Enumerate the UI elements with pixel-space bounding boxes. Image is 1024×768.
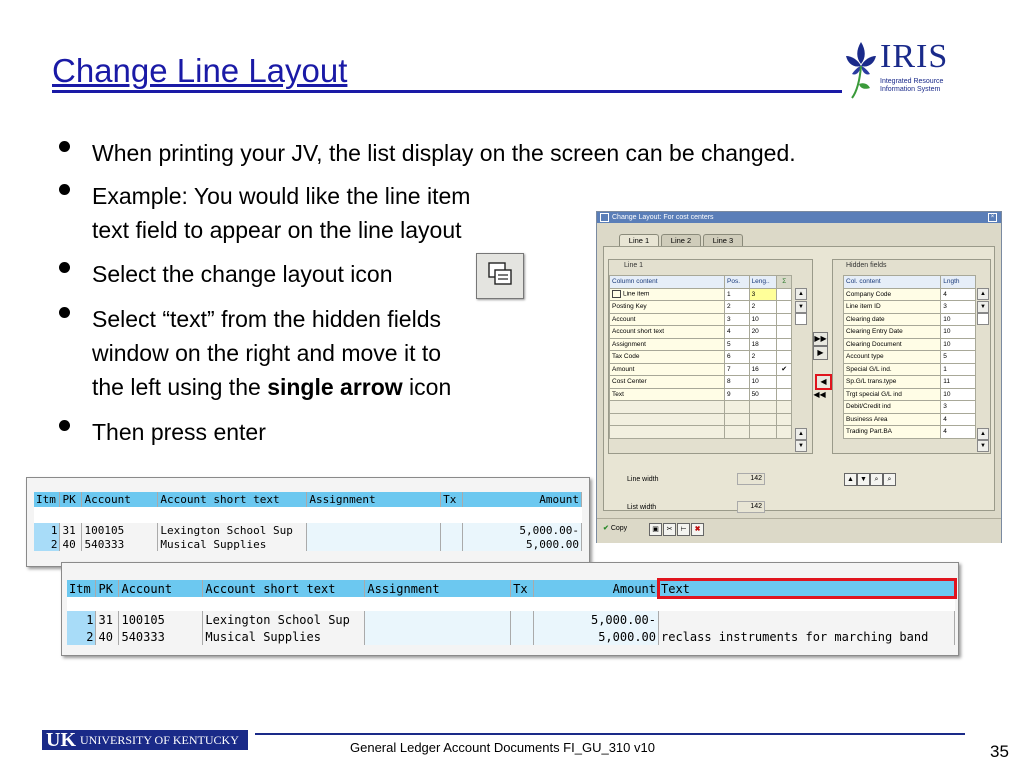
move-all-right-icon[interactable]: ▶▶ — [813, 332, 828, 346]
move-all-left-icon[interactable]: ◀◀ — [813, 390, 826, 399]
scroll-up-icon[interactable]: ▲ — [795, 288, 807, 300]
title-underline — [52, 90, 842, 93]
cell: 5,000.00 — [534, 628, 659, 645]
cell: 4 — [941, 413, 976, 426]
cell: 10 — [749, 376, 777, 389]
cell: 10 — [941, 326, 976, 339]
cell: Trading Part.BA — [844, 426, 941, 439]
tab-line-1[interactable]: Line 1 — [619, 234, 659, 247]
window-icon — [600, 213, 609, 222]
checkbox[interactable]: ✔ — [777, 363, 792, 376]
cell: 1 — [941, 363, 976, 376]
col-header: Account — [82, 492, 158, 507]
table-row[interactable] — [610, 313, 792, 326]
bullet-4-line1: Select “text” from the hidden fields — [92, 306, 441, 332]
cell: Account — [610, 313, 725, 326]
cell: 4 — [941, 426, 976, 439]
save-layout-icon[interactable]: ▣ — [649, 523, 662, 536]
scroll-down-icon[interactable]: ▼ — [795, 440, 807, 452]
col-header: Amount — [534, 580, 659, 597]
uk-logo-mark: UK — [46, 729, 76, 751]
cell — [441, 523, 463, 537]
bullet-dot — [59, 141, 70, 152]
cell: 100105 — [119, 611, 203, 628]
cell: 2 — [725, 301, 750, 314]
cell: 1 — [34, 523, 60, 537]
cell: 10 — [749, 313, 777, 326]
cell: 5,000.00 — [463, 537, 582, 551]
scroll-up-icon[interactable]: ▲ — [795, 428, 807, 440]
copy-label: Copy — [610, 525, 628, 532]
bullet-4-line3-bold: single arrow — [267, 374, 403, 400]
line-width-value: 142 — [737, 473, 765, 485]
cell: 3 — [941, 401, 976, 414]
uk-logo — [42, 730, 248, 750]
cell: 7 — [725, 363, 750, 376]
cell: 2 — [749, 301, 777, 314]
move-left-single-arrow-icon[interactable]: ◀ — [815, 374, 832, 390]
cell — [777, 376, 792, 389]
col-header: Col. content — [844, 276, 941, 289]
col-header: Assignment — [307, 492, 441, 507]
sort-descending-icon[interactable]: ▼ — [857, 473, 870, 486]
scroll-up-icon[interactable]: ▲ — [977, 288, 989, 300]
cell: 10 — [941, 388, 976, 401]
cell: 10 — [941, 313, 976, 326]
cell: Account short text — [610, 326, 725, 339]
change-layout-icon — [477, 254, 523, 298]
cell: 2 — [67, 628, 96, 645]
cell: Business Area — [844, 413, 941, 426]
cell: 10 — [941, 338, 976, 351]
cell: 4 — [725, 326, 750, 339]
table-row[interactable] — [844, 376, 976, 389]
table-row[interactable] — [67, 628, 955, 645]
iris-logo-subtitle — [880, 78, 943, 94]
cell — [511, 611, 534, 628]
line-items-list-before — [26, 477, 590, 567]
cancel-icon[interactable]: ✖ — [691, 523, 704, 536]
scroll-down-icon[interactable]: ▼ — [977, 440, 989, 452]
page-title: Change Line Layout — [52, 52, 348, 89]
table-row[interactable] — [844, 388, 976, 401]
bullet-2-line1: Example: You would like the line item — [92, 183, 471, 209]
table-row[interactable] — [610, 363, 792, 376]
table-row[interactable] — [610, 326, 792, 339]
cell — [777, 338, 792, 351]
table-row[interactable] — [844, 351, 976, 364]
cell: Posting Key — [610, 301, 725, 314]
cell: 5 — [725, 338, 750, 351]
iris-logo-sub2: Information System — [880, 86, 941, 93]
cell — [365, 611, 511, 628]
cell: Clearing date — [844, 313, 941, 326]
line-items-table-after — [67, 580, 955, 645]
col-header: Pos. — [725, 276, 750, 289]
iris-logo-sub1: Integrated Resource — [880, 78, 944, 85]
cell: Cost Center — [610, 376, 725, 389]
col-header: Itm — [67, 580, 96, 597]
line-1-panel-title: Line 1 — [624, 262, 644, 269]
cell — [511, 628, 534, 645]
col-header: PK — [96, 580, 119, 597]
header-row — [34, 492, 582, 507]
col-header: PK — [60, 492, 82, 507]
cell: Account type — [844, 351, 941, 364]
cell: Trgt special G/L ind — [844, 388, 941, 401]
table-row[interactable] — [844, 413, 976, 426]
iris-flower-icon — [842, 38, 880, 102]
tab-line-2[interactable]: Line 2 — [661, 234, 701, 247]
cell: Sp.G/L trans.type — [844, 376, 941, 389]
cell: 31 — [60, 523, 82, 537]
header-row — [67, 580, 955, 597]
cell: Line item ID — [844, 301, 941, 314]
iris-logo — [842, 38, 952, 102]
cell — [307, 523, 441, 537]
line-width-label: Line width — [627, 476, 659, 483]
table-row — [610, 426, 792, 439]
col-header: Leng.. — [749, 276, 777, 289]
cell: 40 — [96, 628, 119, 645]
bullet-5: Then press enter — [92, 419, 266, 445]
line-1-table — [609, 275, 792, 439]
table-row[interactable] — [610, 288, 792, 301]
cell: 5,000.00- — [463, 523, 582, 537]
close-icon[interactable]: × — [988, 213, 997, 222]
cell: 20 — [749, 326, 777, 339]
tab-line-3[interactable]: Line 3 — [703, 234, 743, 247]
cell: Amount — [610, 363, 725, 376]
cell: 40 — [60, 537, 82, 551]
cell: Text — [610, 388, 725, 401]
table-row — [610, 401, 792, 414]
bullet-2-line2: text field to appear on the line layout — [92, 217, 462, 243]
col-header: Lngth — [941, 276, 976, 289]
footer-rule — [255, 733, 965, 735]
hidden-fields-title: Hidden fields — [846, 262, 887, 269]
col-header: Amount — [463, 492, 582, 507]
cell: 540333 — [119, 628, 203, 645]
uk-logo-text: UNIVERSITY OF KENTUCKY — [80, 733, 239, 747]
cell: Line item — [623, 290, 650, 298]
cell: 3 — [941, 301, 976, 314]
table-row[interactable] — [610, 376, 792, 389]
bullet-4-line3 — [92, 370, 451, 404]
bullet-4-line3-pre: the left using the — [92, 374, 268, 400]
cell: Tax Code — [610, 351, 725, 364]
table-row[interactable] — [844, 313, 976, 326]
dialog-title: Change Layout: For cost centers — [612, 214, 714, 221]
cell: reclass instruments for marching band — [659, 628, 955, 645]
iris-logo-name: IRIS — [880, 38, 949, 75]
table-row[interactable] — [610, 301, 792, 314]
copy-button[interactable] — [603, 523, 627, 535]
cell: 1 — [67, 611, 96, 628]
cell — [365, 628, 511, 645]
cell: Lexington School Sup — [158, 523, 307, 537]
cell: Clearing Entry Date — [844, 326, 941, 339]
table-row[interactable] — [844, 401, 976, 414]
col-header: Tx — [511, 580, 534, 597]
list-width-label: List width — [627, 504, 657, 511]
cell: 4 — [941, 288, 976, 301]
cell: 2 — [749, 351, 777, 364]
table-row[interactable] — [844, 326, 976, 339]
change-layout-button[interactable] — [476, 253, 524, 299]
cell — [777, 326, 792, 339]
footer-doc-title: General Ledger Account Documents FI_GU_310 v10 — [350, 740, 655, 755]
table-row[interactable] — [34, 523, 582, 537]
col-header-text-highlighted: Text — [659, 580, 955, 597]
check-icon: ✔ — [603, 525, 609, 532]
col-header: Tx — [441, 492, 463, 507]
hidden-fields-table — [843, 275, 976, 439]
cell: 5 — [941, 351, 976, 364]
line-items-list-after — [61, 562, 959, 656]
col-header: Account short text — [203, 580, 365, 597]
find-next-icon[interactable]: ⌕ — [883, 473, 896, 486]
col-header: Account short text — [158, 492, 307, 507]
cell: Musical Supplies — [158, 537, 307, 551]
table-row[interactable] — [844, 288, 976, 301]
sum-icon: Σ — [777, 276, 792, 289]
line-item-icon — [612, 290, 621, 298]
scroll-thumb[interactable] — [977, 313, 989, 325]
cell — [777, 351, 792, 364]
cut-icon[interactable]: ✂ — [663, 523, 676, 536]
page-number: 35 — [990, 742, 1009, 761]
cell — [777, 313, 792, 326]
cell: 6 — [725, 351, 750, 364]
cell — [777, 288, 792, 301]
cell: 16 — [749, 363, 777, 376]
table-row[interactable] — [610, 388, 792, 401]
col-header: Column content — [610, 276, 725, 289]
cell: 1 — [725, 288, 750, 301]
line-items-table-before — [34, 492, 582, 551]
cell: 3 — [725, 313, 750, 326]
bullet-dot — [59, 184, 70, 195]
hierarchy-icon[interactable]: ⊢ — [677, 523, 690, 536]
table-row[interactable] — [34, 537, 582, 551]
cell — [777, 388, 792, 401]
table-row[interactable] — [67, 611, 955, 628]
col-header: Assignment — [365, 580, 511, 597]
cell — [441, 537, 463, 551]
bullet-dot — [59, 307, 70, 318]
cell: Assignment — [610, 338, 725, 351]
cell: 2 — [34, 537, 60, 551]
bullet-1: When printing your JV, the list display on the screen can be changed. — [92, 140, 796, 166]
list-width-value: 142 — [737, 501, 765, 513]
cell: 8 — [725, 376, 750, 389]
scroll-up-icon[interactable]: ▲ — [977, 428, 989, 440]
cell: Special G/L ind. — [844, 363, 941, 376]
scroll-down-icon[interactable]: ▼ — [795, 301, 807, 313]
cell: 50 — [749, 388, 777, 401]
cell: 540333 — [82, 537, 158, 551]
change-layout-dialog — [596, 211, 1002, 543]
cell — [307, 537, 441, 551]
scroll-down-icon[interactable]: ▼ — [977, 301, 989, 313]
col-header: Account — [119, 580, 203, 597]
cell: 100105 — [82, 523, 158, 537]
find-icon[interactable]: ⌕ — [870, 473, 883, 486]
bullet-4-line2: window on the right and move it to — [92, 340, 442, 366]
cell — [777, 301, 792, 314]
table-row[interactable] — [844, 363, 976, 376]
cell[interactable]: 3 — [749, 288, 777, 301]
cell: 31 — [96, 611, 119, 628]
cell: 9 — [725, 388, 750, 401]
table-row[interactable] — [844, 338, 976, 351]
cell: Debit/Credit ind — [844, 401, 941, 414]
cell: 11 — [941, 376, 976, 389]
cell — [659, 611, 955, 628]
table-row — [610, 413, 792, 426]
cell: Musical Supplies — [203, 628, 365, 645]
cell: Company Code — [844, 288, 941, 301]
table-row[interactable] — [610, 338, 792, 351]
cell: 5,000.00- — [534, 611, 659, 628]
col-header: Itm — [34, 492, 60, 507]
table-row[interactable] — [610, 351, 792, 364]
bullet-dot — [59, 420, 70, 431]
table-row[interactable] — [844, 301, 976, 314]
dialog-titlebar — [597, 212, 1001, 223]
cell: 18 — [749, 338, 777, 351]
table-row[interactable] — [844, 426, 976, 439]
move-right-icon[interactable]: ▶ — [813, 346, 828, 360]
cell: Clearing Document — [844, 338, 941, 351]
scroll-thumb[interactable] — [795, 313, 807, 325]
bullet-3: Select the change layout icon — [92, 261, 393, 287]
cell: Lexington School Sup — [203, 611, 365, 628]
bullet-dot — [59, 262, 70, 273]
sort-ascending-icon[interactable]: ▲ — [844, 473, 857, 486]
bullet-4-line3-post: icon — [402, 374, 452, 400]
